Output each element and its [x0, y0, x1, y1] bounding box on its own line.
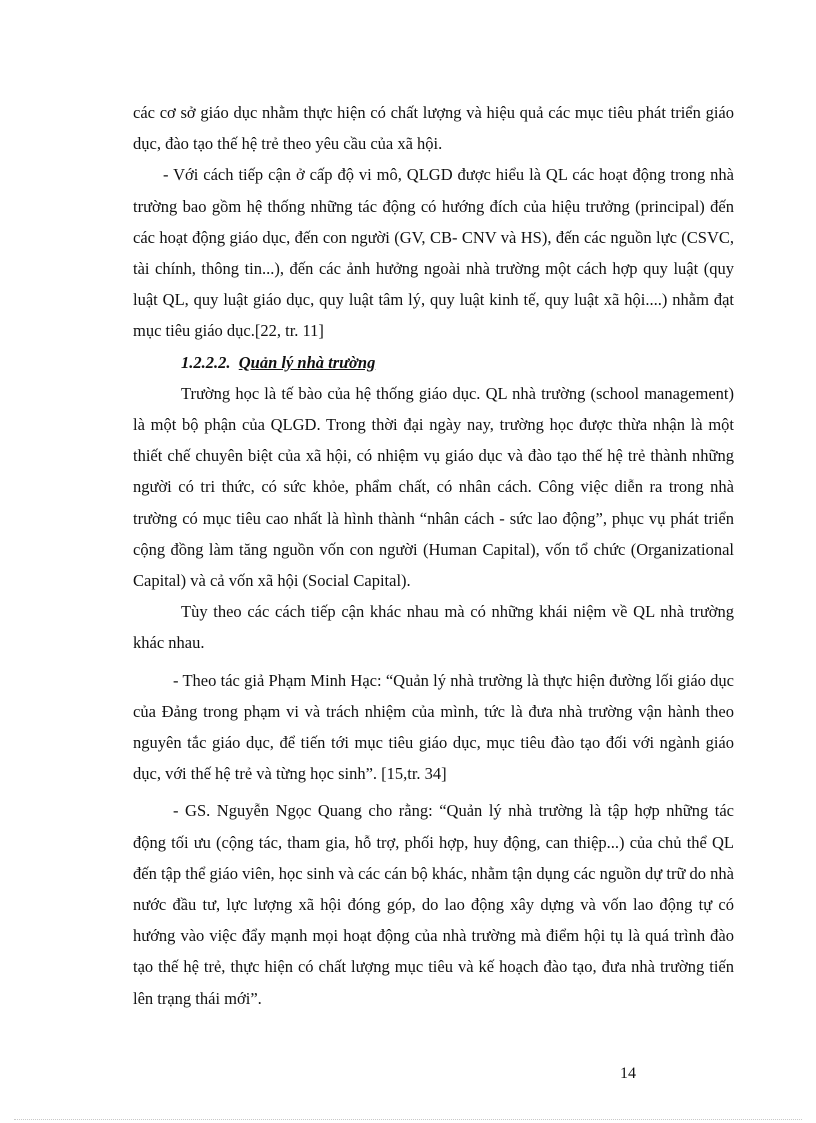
paragraph-school-definition: Trường học là tế bào của hệ thống giáo dục. QL nhà trường (school management) là một bộ phận của QLGD. Trong thời đại ngày nay, trường học được thừa nhận là một thiết chế chuyên biệt của xã hội, có nhiệm vụ giáo dục và đào tạo thế hệ trẻ thành những người có tri thức, có sức khỏe, phẩm chất, có nhân cách. Công việc diễn ra trong nhà trường có mục tiêu cao nhất là hình thành “nhân cách - sức lao động”, phục vụ phát triển cộng đồng làm tăng nguồn vốn con người (Human Capital), vốn tổ chức (Organizational Capital) và cả vốn xã hội (Social Capital).: [133, 383, 734, 591]
section-heading: [133, 347, 734, 378]
section-title: Quản lý nhà trường: [238, 352, 376, 372]
paragraph-pham-minh-hac: - Theo tác giả Phạm Minh Hạc: “Quản lý nhà trường là thực hiện đường lối giáo dục của Đảng trong phạm vi và trách nhiệm của mình, tức là đưa nhà trường vận hành theo nguyên tắc giáo dục, để tiến tới mục tiêu giáo dục, mục tiêu đào tạo đối với ngành giáo dục, với thế hệ trẻ và từng học sinh”. [15,tr. 34]: [133, 670, 734, 784]
body-text: [133, 97, 734, 1014]
page-number: 14: [620, 1065, 636, 1082]
paragraph-approaches: Tùy theo các cách tiếp cận khác nhau mà có những khái niệm về QL nhà trường khác nhau.: [133, 602, 734, 653]
paragraph-micro-approach: - Với cách tiếp cận ở cấp độ vi mô, QLGD được hiểu là QL các hoạt động trong nhà trường bao gồm hệ thống những tác động có hướng đích của hiệu trưởng (principal) đến các hoạt động giáo dục, đến con người (GV, CB- CNV và HS), đến các nguồn lực (CSVC, tài chính, thông tin...), đến các ảnh hưởng ngoài nhà trường một cách hợp quy luật (quy luật QL, quy luật giáo dục, quy luật tâm lý, quy luật kinh tế, quy luật xã hội....) nhằm đạt mục tiêu giáo dục.[22, tr. 11]: [133, 165, 734, 341]
paragraph-nguyen-ngoc-quang: - GS. Nguyễn Ngọc Quang cho rằng: “Quản lý nhà trường là tập hợp những tác động tối ưu (cộng tác, tham gia, hỗ trợ, phối hợp, huy động, can thiệp...) của chủ thể QL đến tập thể giáo viên, học sinh và các cán bộ khác, nhằm tận dụng các nguồn dự trữ do nhà nước đầu tư, lực lượng xã hội đóng góp, do lao động xây dựng và vốn lao động tự có hướng vào việc đẩy mạnh mọi hoạt động của nhà trường mà điểm hội tụ là quá trình đào tạo thế hệ trẻ, thực hiện có chất lượng mục tiêu và kế hoạch đào tạo, đưa nhà trường tiến lên trạng thái mới”.: [133, 801, 734, 1008]
page-bottom-border: [14, 1119, 802, 1120]
paragraph-continuation: các cơ sở giáo dục nhằm thực hiện có chất lượng và hiệu quả các mục tiêu phát triển giáo dục, đào tạo thế hệ trẻ theo yêu cầu của xã hội.: [133, 103, 734, 154]
section-number: 1.2.2.2.: [181, 352, 231, 372]
